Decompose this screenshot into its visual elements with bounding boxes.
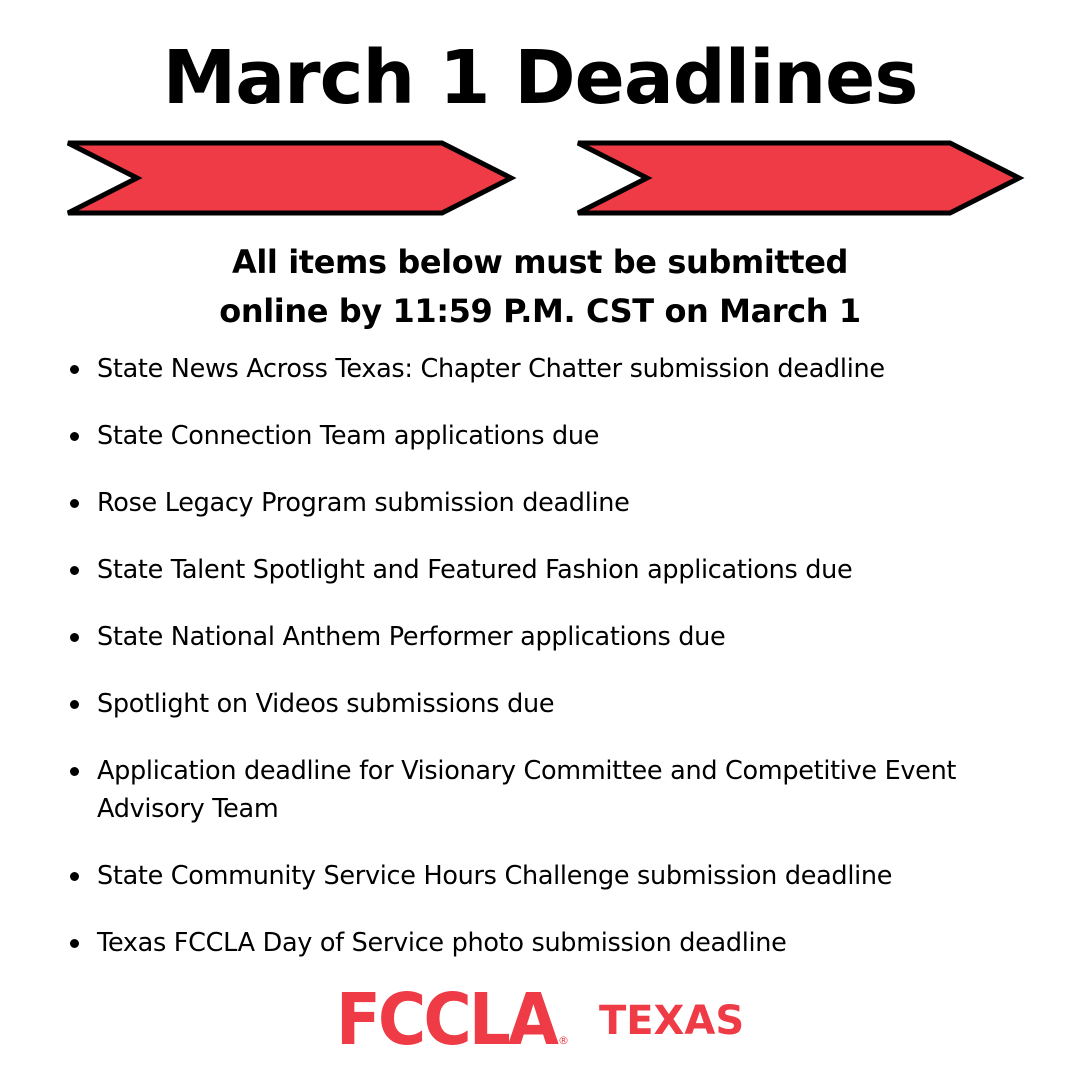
bullet-icon (70, 499, 79, 508)
list-item (70, 484, 1050, 522)
decorative-arrows (0, 130, 1080, 230)
list-item-text: State News Across Texas: Chapter Chatter submission deadline (97, 354, 885, 384)
logo-wordmark: FCCLA (335, 977, 556, 1062)
registered-mark: ® (557, 1034, 569, 1047)
bullet-icon (70, 939, 79, 948)
list-item-text: Texas FCCLA Day of Service photo submission deadline (97, 928, 787, 958)
chevron-arrow-left-icon (68, 143, 511, 213)
bullet-icon (70, 365, 79, 374)
list-item-text: Application deadline for Visionary Committee and Competitive Event Advisory Team (97, 756, 957, 824)
page-title: March 1 Deadlines (162, 35, 918, 121)
bullet-icon (70, 633, 79, 642)
list-item-text: Spotlight on Videos submissions due (97, 689, 555, 719)
list-item (70, 417, 1050, 455)
deadline-list (70, 350, 1050, 991)
fccla-texas-logo (0, 977, 1080, 1062)
list-item (70, 752, 977, 828)
list-item (70, 685, 1050, 723)
chevron-arrow-right-icon (578, 143, 1019, 213)
list-item (70, 551, 1050, 589)
list-item (70, 350, 1050, 388)
submission-notice (0, 238, 1080, 336)
list-item-text: State Connection Team applications due (97, 421, 600, 451)
list-item (70, 857, 1050, 895)
list-item-text: State National Anthem Performer applications due (97, 622, 726, 652)
list-item-text: Rose Legacy Program submission deadline (97, 488, 630, 518)
list-item-text: State Talent Spotlight and Featured Fashion applications due (97, 555, 853, 585)
submission-notice-line-2: online by 11:59 P.M. CST on March 1 (219, 292, 861, 330)
bullet-icon (70, 872, 79, 881)
submission-notice-line-1: All items below must be submitted (231, 243, 849, 281)
logo-state-name: TEXAS (598, 998, 745, 1044)
list-item (70, 924, 1050, 962)
bullet-icon (70, 432, 79, 441)
bullet-icon (70, 566, 79, 575)
bullet-icon (70, 767, 79, 776)
list-item-text: State Community Service Hours Challenge submission deadline (97, 861, 893, 891)
bullet-icon (70, 700, 79, 709)
list-item (70, 618, 1050, 656)
